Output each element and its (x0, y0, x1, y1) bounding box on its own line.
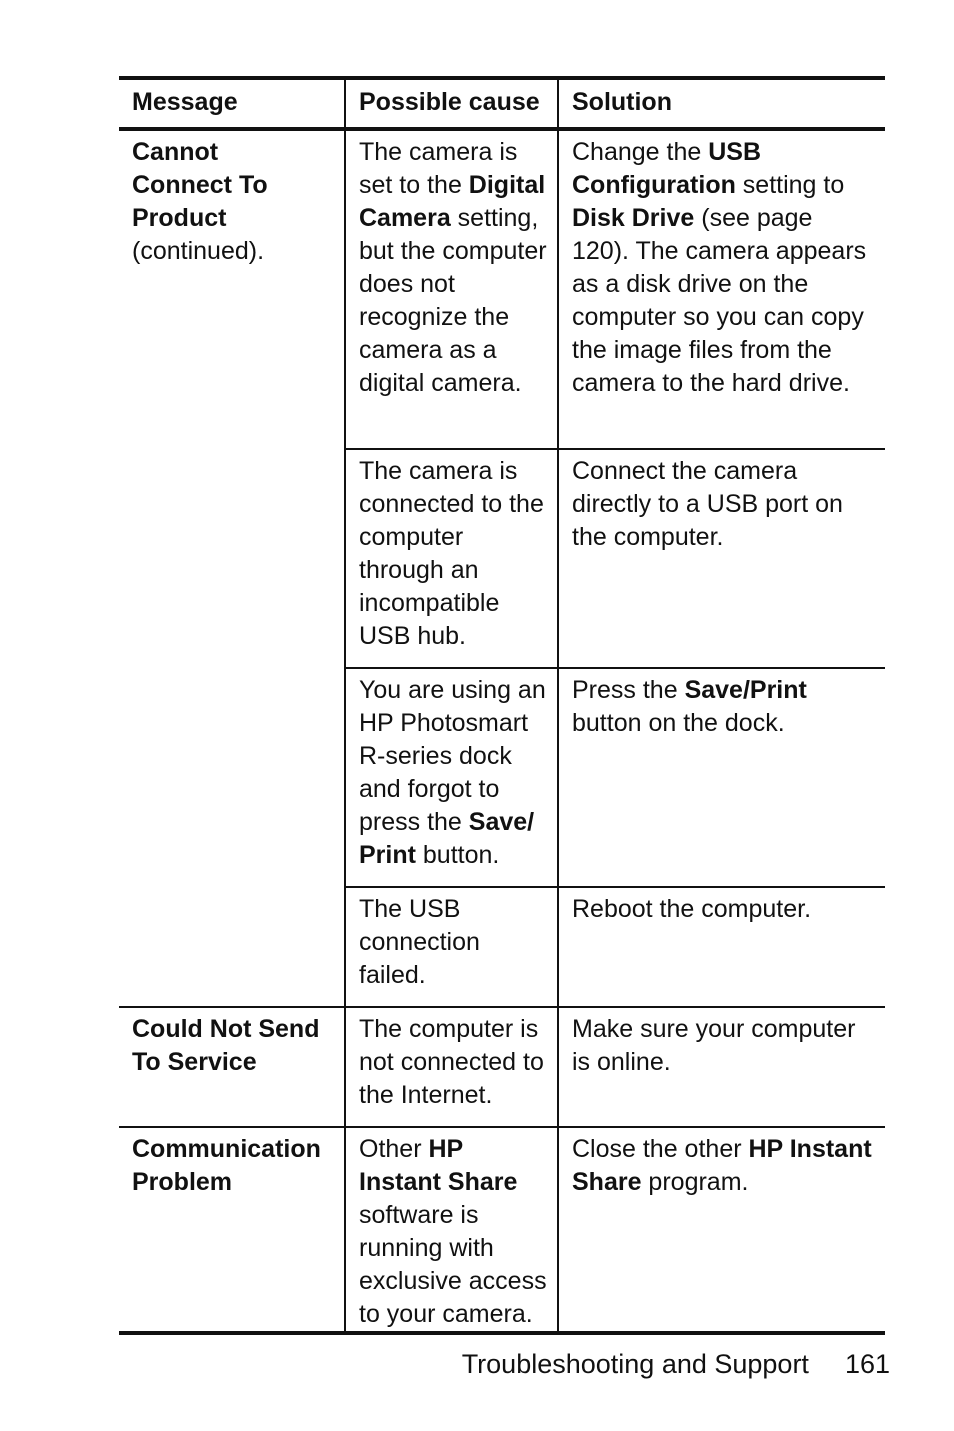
solution-text: Change the (572, 138, 709, 166)
message-title: Could Not Send To Service (132, 1015, 320, 1076)
solution-cell (558, 668, 885, 887)
cause-text: setting, but the computer does not recognize the camera as a digital camera. (359, 204, 547, 397)
cause-cell (345, 449, 558, 668)
solution-button-name: Save/Print (684, 676, 807, 704)
page-footer (462, 1346, 890, 1382)
message-cell (119, 1127, 345, 1333)
cause-text: The camera is set to the (359, 138, 518, 199)
cause-cell (345, 1007, 558, 1127)
cause-text: Other (359, 1135, 429, 1163)
solution-setting-name: USB Configuration (572, 138, 762, 199)
solution-text: Reboot the computer. (572, 895, 812, 923)
cause-cell (345, 1127, 558, 1333)
header-solution: Solution (558, 78, 885, 129)
cause-text: You are using an HP Photosmart R-series dock and forgot to press the (359, 676, 546, 836)
table-row (119, 129, 885, 449)
solution-option-name: Disk Drive (572, 204, 695, 232)
message-cell (119, 129, 345, 1007)
cause-text: The computer is not connected to the Internet. (359, 1015, 544, 1109)
solution-text: program. (641, 1168, 749, 1196)
cause-button-name: Save/ Print (359, 808, 535, 869)
message-title: Communication Problem (132, 1135, 321, 1196)
cause-cell (345, 129, 558, 449)
solution-cell (558, 1007, 885, 1127)
message-cell (119, 1007, 345, 1127)
solution-text: setting to (735, 171, 845, 199)
message-note: (continued). (132, 237, 265, 265)
solution-text: Press the (572, 676, 685, 704)
header-possible-cause: Possible cause (345, 78, 558, 129)
header-message: Message (119, 78, 345, 129)
troubleshooting-table (119, 76, 885, 1335)
page-number: 161 (844, 1349, 890, 1379)
message-title: Cannot Connect To Product (132, 138, 268, 232)
cause-text: The camera is connected to the computer through an incompatible USB hub. (359, 457, 544, 650)
cause-software-name: HP Instant Share (359, 1135, 518, 1196)
cause-setting-name: Digital Camera (359, 171, 546, 232)
solution-text: button on the dock. (572, 709, 785, 737)
solution-text: Make sure your computer is online. (572, 1015, 856, 1076)
solution-text: Close the other (572, 1135, 749, 1163)
solution-software-name: HP Instant Share (572, 1135, 872, 1196)
cause-text: The USB connection failed. (359, 895, 480, 989)
cause-cell (345, 887, 558, 1007)
solution-text: Connect the camera directly to a USB port on the computer. (572, 457, 843, 551)
cause-text: button. (415, 841, 500, 869)
table-row (119, 1127, 885, 1333)
solution-cell (558, 449, 885, 668)
solution-cell (558, 887, 885, 1007)
cause-text: software is running with exclusive access to your camera. (359, 1201, 547, 1328)
cause-cell (345, 668, 558, 887)
solution-cell (558, 1127, 885, 1333)
footer-section-title: Troubleshooting and Support (461, 1349, 809, 1379)
table-header-row (119, 78, 885, 129)
solution-text: (see page 120). The camera appears as a disk drive on the computer so you can copy the image files from the camera to the hard drive. (572, 204, 867, 397)
solution-cell (558, 129, 885, 449)
table-row (119, 1007, 885, 1127)
